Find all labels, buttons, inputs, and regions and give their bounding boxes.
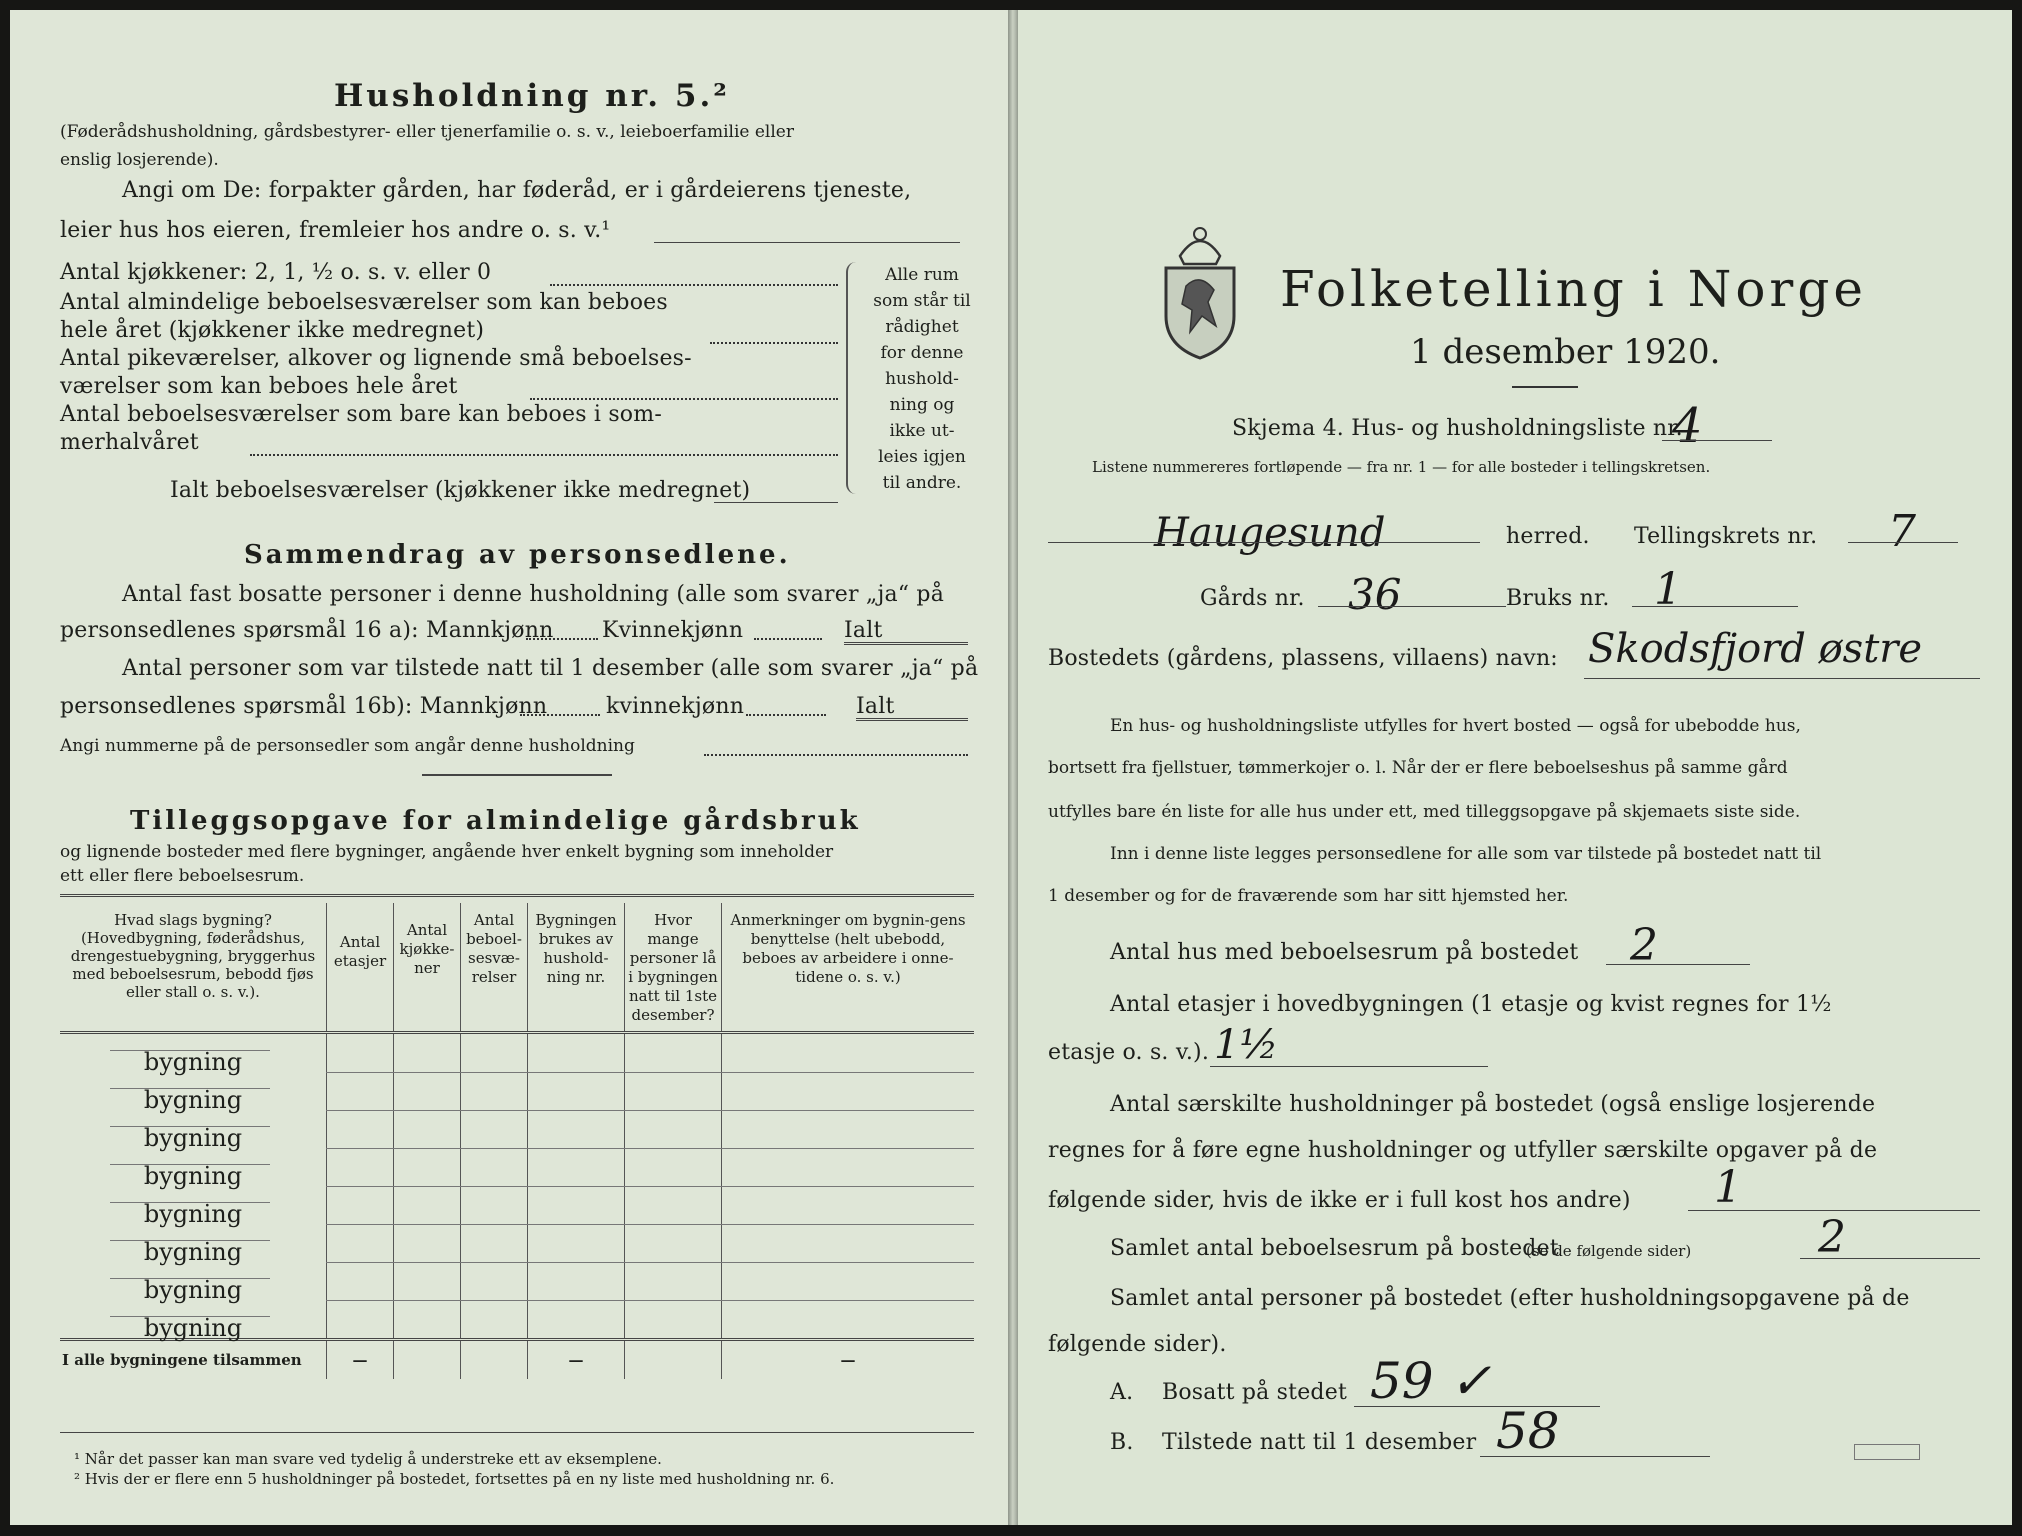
col-header-personer-text: Hvor mange personer lå i bygningen natt til 1ste desember? <box>628 911 718 1024</box>
building-cell[interactable] <box>327 1110 394 1148</box>
hus-label: Antal hus med beboelsesrum på bostedet <box>1110 940 1579 965</box>
rooms-brace <box>846 262 862 494</box>
left-page <box>10 10 1010 1525</box>
info-line-2: bortsett fra fjellstuer, tømmerkojer o. l. Når der er flere beboelseshus på samme gård <box>1048 758 1788 778</box>
rooms-note-line: for denne <box>880 343 964 363</box>
building-cell[interactable] <box>461 1300 528 1340</box>
building-cell[interactable] <box>394 1186 461 1224</box>
listene-note: Listene nummereres fortløpende — fra nr. 1 — for alle bosteder i tellingskretsen. <box>1092 458 1711 476</box>
rooms-note <box>862 262 982 496</box>
building-cell[interactable] <box>528 1110 625 1148</box>
printer-mark <box>1854 1444 1920 1460</box>
building-cell[interactable] <box>722 1148 975 1186</box>
col-header-brukes <box>528 903 625 1033</box>
samlet-rum-value[interactable]: 2 <box>1818 1212 1846 1263</box>
summary-fast-1: Antal fast bosatte personer i denne husholdning (alle som svarer „ja“ på <box>122 582 945 607</box>
rooms-note-line: rådighet <box>885 317 959 337</box>
summary-fast-2a: personsedlenes spørsmål 16 a): Mannkjønn <box>60 618 554 643</box>
rooms-ialt-field[interactable] <box>714 502 838 503</box>
building-cell[interactable] <box>461 1224 528 1262</box>
summary-angi-field[interactable] <box>704 754 968 756</box>
summary-fast-kvinne-field[interactable] <box>754 638 822 640</box>
col-header-etasjer <box>327 903 394 1033</box>
summary-tilst-ialt-field[interactable] <box>856 718 968 721</box>
household-title: Husholdning nr. 5.² <box>334 78 730 114</box>
building-cell[interactable] <box>327 1072 394 1110</box>
building-cell[interactable] <box>394 1300 461 1340</box>
info-line-5: 1 desember og for de fraværende som har sitt hjemsted her. <box>1048 886 1569 906</box>
building-word: bygning <box>143 1238 243 1266</box>
building-word: bygning <box>143 1314 243 1342</box>
buildings-table <box>60 903 974 1379</box>
rooms-pike-2: værelser som kan beboes hele året <box>60 374 458 399</box>
summary-tilst-2c: Ialt <box>856 694 895 719</box>
angi-answer-line[interactable] <box>654 242 960 243</box>
bosted-value[interactable]: Skodsfjord østre <box>1588 626 1923 672</box>
summary-tilst-2a: personsedlenes spørsmål 16b): Mannkjønn <box>60 694 548 719</box>
building-cell[interactable] <box>528 1300 625 1340</box>
section-divider <box>422 774 612 776</box>
building-cell[interactable] <box>327 1186 394 1224</box>
a-value[interactable]: 59 ✓ <box>1370 1352 1492 1410</box>
samlet-rum-label: Samlet antal beboelsesrum på bostedet <box>1110 1236 1559 1261</box>
husholdninger-line-1: Antal særskilte husholdninger på bostedet (også enslige losjerende <box>1110 1092 1876 1117</box>
building-cell[interactable] <box>625 1033 722 1073</box>
angi-line-2: leier hus hos eieren, fremleier hos andre o. s. v.¹ <box>60 218 611 243</box>
bosted-label: Bostedets (gårdens, plassens, villaens) navn: <box>1048 646 1558 671</box>
building-cell[interactable] <box>625 1224 722 1262</box>
building-cell[interactable] <box>625 1072 722 1110</box>
building-row-label[interactable] <box>60 1148 327 1190</box>
table-header-row <box>60 903 974 1033</box>
col-header-beboelses <box>461 903 528 1033</box>
skjema-field-line <box>1662 440 1772 441</box>
summary-tilst-mann-field[interactable] <box>520 714 600 716</box>
rooms-note-line: ning og <box>889 395 955 415</box>
col-header-kjokkener-text: Antal kjøkke-ner <box>399 921 455 977</box>
building-row-label[interactable] <box>60 1110 327 1152</box>
rooms-alm-1: Antal almindelige beboelsesværelser som kan beboes <box>60 290 668 315</box>
table-total-row <box>60 1340 974 1380</box>
gards-field-line <box>1318 606 1506 607</box>
building-cell[interactable] <box>461 1148 528 1186</box>
building-row <box>60 1110 974 1148</box>
building-row <box>60 1300 974 1340</box>
building-cell[interactable] <box>625 1300 722 1340</box>
total-anmerkninger: — <box>722 1340 975 1380</box>
building-cell[interactable] <box>528 1033 625 1073</box>
rooms-sommer-field[interactable] <box>250 454 838 456</box>
summary-fast-mann-field[interactable] <box>526 638 598 640</box>
building-cell[interactable] <box>394 1224 461 1262</box>
building-row-label[interactable] <box>60 1262 327 1304</box>
building-row-label[interactable] <box>60 1224 327 1266</box>
col-header-etasjer-text: Antal etasjer <box>333 933 387 970</box>
rooms-kjokken-field[interactable] <box>550 284 838 286</box>
b-text: Tilstede natt til 1 desember <box>1162 1430 1477 1455</box>
samlet-pers-line-1: Samlet antal personer på bostedet (efter husholdningsopgavene på de <box>1110 1286 1910 1311</box>
husholdninger-value[interactable]: 1 <box>1714 1162 1742 1213</box>
building-cell[interactable] <box>722 1110 975 1148</box>
col-header-type <box>60 903 327 1033</box>
building-cell[interactable] <box>625 1110 722 1148</box>
building-row <box>60 1262 974 1300</box>
building-cell[interactable] <box>461 1262 528 1300</box>
rooms-ialt: Ialt beboelsesværelser (kjøkkener ikke medregnet) <box>170 478 751 503</box>
building-row <box>60 1224 974 1262</box>
rooms-note-line: hushold- <box>885 369 959 389</box>
skjema-value[interactable]: 4 <box>1672 398 1703 454</box>
building-cell[interactable] <box>528 1262 625 1300</box>
addition-title: Tilleggsopgave for almindelige gårdsbruk <box>130 806 861 836</box>
angi-line-1: Angi om De: forpakter gården, har føderåd, er i gårdeierens tjeneste, <box>122 178 912 203</box>
building-cell[interactable] <box>461 1110 528 1148</box>
rooms-alm-2: hele året (kjøkkener ikke medregnet) <box>60 318 485 343</box>
bruks-field-line <box>1632 606 1798 607</box>
table-bottom-rule <box>60 1432 974 1433</box>
summary-tilst-1: Antal personer som var tilstede natt til 1 desember (alle som svarer „ja“ på <box>122 656 979 681</box>
summary-tilst-kvinne-field[interactable] <box>746 714 826 716</box>
samlet-rum-note: (se de følgende sider) <box>1526 1242 1692 1260</box>
rooms-note-line: til andre. <box>882 473 962 493</box>
etasjer-value[interactable]: 1½ <box>1214 1022 1279 1068</box>
building-cell[interactable] <box>625 1186 722 1224</box>
building-cell[interactable] <box>722 1300 975 1340</box>
building-cell[interactable] <box>394 1148 461 1186</box>
gards-label: Gårds nr. <box>1200 586 1305 611</box>
building-row <box>60 1033 974 1073</box>
total-brukes: — <box>528 1340 625 1380</box>
b-value[interactable]: 58 <box>1496 1402 1560 1460</box>
addition-desc-1: og lignende bosteder med flere bygninger, angående hver enkelt bygning som inneholder <box>60 842 834 862</box>
rooms-note-line: som står til <box>873 291 971 311</box>
summary-fast-2b: Kvinnekjønn <box>602 618 744 643</box>
building-cell[interactable] <box>461 1033 528 1073</box>
coat-of-arms-icon <box>1158 216 1242 366</box>
building-cell[interactable] <box>327 1148 394 1186</box>
buildings-table-body <box>60 1033 974 1340</box>
herred-label: herred. <box>1506 524 1590 549</box>
right-page <box>1018 10 2012 1525</box>
summary-tilst-2b: kvinnekjønn <box>606 694 745 719</box>
col-header-anmerkninger <box>722 903 975 1033</box>
footnote-1: ¹ Når det passer kan man svare ved tydelig å understreke ett av eksemplene. <box>74 1450 662 1468</box>
rooms-pike-field[interactable] <box>530 398 838 400</box>
etasjer-line-2: etasje o. s. v.). <box>1048 1040 1210 1065</box>
building-cell[interactable] <box>528 1148 625 1186</box>
summary-fast-2c: Ialt <box>844 618 883 643</box>
census-date: 1 desember 1920. <box>1410 332 1721 372</box>
samlet-rum-field-line <box>1800 1258 1980 1259</box>
footnote-2: ² Hvis der er flere enn 5 husholdninger på bostedet, fortsettes på en ny liste med husholdning nr. 6. <box>74 1470 835 1488</box>
building-cell[interactable] <box>722 1224 975 1262</box>
a-field-line <box>1354 1406 1600 1407</box>
total-beboelses <box>461 1340 528 1380</box>
title-divider <box>1512 386 1578 388</box>
building-cell[interactable] <box>528 1224 625 1262</box>
rooms-sommer-1: Antal beboelsesværelser som bare kan beboes i som- <box>60 402 662 427</box>
rooms-note-line: Alle rum <box>885 265 959 285</box>
building-word: bygning <box>143 1276 243 1304</box>
col-header-brukes-text: Bygningen brukes av hushold-ning nr. <box>535 911 617 986</box>
building-cell[interactable] <box>394 1262 461 1300</box>
building-word: bygning <box>143 1048 243 1076</box>
tellingskrets-label: Tellingskrets nr. <box>1634 524 1818 549</box>
col-header-type-text: Hvad slags bygning? (Hovedbygning, føderådshus, drengestuebygning, bryggerhus med beboelsesrum, bebodd fjøs eller stall o. s. v.). <box>70 911 316 1001</box>
husholdninger-line-2: regnes for å føre egne husholdninger og utfyller særskilte opgaver på de <box>1048 1138 1878 1163</box>
rooms-alm-field[interactable] <box>710 342 838 344</box>
addition-desc-2: ett eller flere beboelsesrum. <box>60 866 305 886</box>
col-header-anmerkninger-text: Anmerkninger om bygnin-gens benyttelse (helt ubebodd, beboes av arbeidere i onne-tidene o. s. v.) <box>730 911 966 986</box>
building-cell[interactable] <box>625 1148 722 1186</box>
building-word: bygning <box>143 1162 243 1190</box>
gards-value[interactable]: 36 <box>1348 570 1402 619</box>
rooms-pike-1: Antal pikeværelser, alkover og lignende små beboelses- <box>60 346 692 371</box>
building-cell[interactable] <box>327 1300 394 1340</box>
col-header-kjokkener <box>394 903 461 1033</box>
building-word: bygning <box>143 1124 243 1152</box>
intro-line-2: enslig losjerende). <box>60 150 219 170</box>
building-cell[interactable] <box>327 1262 394 1300</box>
building-cell[interactable] <box>394 1033 461 1073</box>
bruks-label: Bruks nr. <box>1506 586 1610 611</box>
building-cell[interactable] <box>722 1262 975 1300</box>
table-top-rule <box>60 894 974 897</box>
info-line-4: Inn i denne liste legges personsedlene for alle som var tilstede på bostedet natt til <box>1110 844 1822 864</box>
hus-value[interactable]: 2 <box>1630 920 1658 971</box>
intro-line-1: (Føderådshusholdning, gårdsbestyrer- eller tjenerfamilie o. s. v., leieboerfamilie eller <box>60 122 794 142</box>
b-field-line <box>1480 1456 1710 1457</box>
a-label: A. <box>1110 1380 1134 1405</box>
rooms-sommer-2: merhalvåret <box>60 430 199 455</box>
total-label: I alle bygningene tilsammen <box>60 1340 327 1380</box>
building-cell[interactable] <box>528 1186 625 1224</box>
census-title: Folketelling i Norge <box>1280 260 1867 318</box>
building-cell[interactable] <box>461 1072 528 1110</box>
bruks-value[interactable]: 1 <box>1654 564 1682 615</box>
col-header-beboelses-text: Antal beboel-sesvæ-relser <box>466 911 522 986</box>
building-row <box>60 1072 974 1110</box>
building-row-label[interactable] <box>60 1033 327 1076</box>
building-cell[interactable] <box>394 1110 461 1148</box>
building-word: bygning <box>143 1200 243 1228</box>
building-cell[interactable] <box>394 1072 461 1110</box>
etasjer-field-line <box>1210 1066 1488 1067</box>
summary-title: Sammendrag av personsedlene. <box>244 540 791 570</box>
building-row <box>60 1148 974 1186</box>
info-line-3: utfylles bare én liste for alle hus under ett, med tilleggsopgave på skjemaets siste side. <box>1048 802 1801 822</box>
building-row-label[interactable] <box>60 1300 327 1340</box>
husholdninger-field-line <box>1688 1210 1980 1211</box>
total-kjokkener <box>394 1340 461 1380</box>
tellingskrets-value[interactable]: 7 <box>1888 506 1916 557</box>
total-etasjer: — <box>327 1340 394 1380</box>
building-cell[interactable] <box>625 1262 722 1300</box>
building-word: bygning <box>143 1086 243 1114</box>
building-cell[interactable] <box>327 1224 394 1262</box>
skjema-label: Skjema 4. Hus- og husholdningsliste nr. <box>1232 416 1683 441</box>
b-label: B. <box>1110 1430 1134 1455</box>
building-cell[interactable] <box>722 1186 975 1224</box>
rooms-note-line: ikke ut- <box>889 421 955 441</box>
building-row <box>60 1186 974 1224</box>
hus-field-line <box>1606 964 1750 965</box>
building-row-label[interactable] <box>60 1072 327 1114</box>
tellingskrets-field-line <box>1848 542 1958 543</box>
etasjer-line-1: Antal etasjer i hovedbygningen (1 etasje og kvist regnes for 1½ <box>1110 992 1832 1017</box>
col-header-personer <box>625 903 722 1033</box>
herred-value[interactable]: Haugesund <box>1154 510 1386 556</box>
a-text: Bosatt på stedet <box>1162 1380 1347 1405</box>
building-row-label[interactable] <box>60 1186 327 1228</box>
building-cell[interactable] <box>722 1033 975 1073</box>
info-line-1: En hus- og husholdningsliste utfylles for hvert bosted — også for ubebodde hus, <box>1110 716 1801 736</box>
husholdninger-line-3: følgende sider, hvis de ikke er i full kost hos andre) <box>1048 1188 1631 1213</box>
rooms-note-line: leies igjen <box>878 447 966 467</box>
total-personer <box>625 1340 722 1380</box>
rooms-kjokken: Antal kjøkkener: 2, 1, ½ o. s. v. eller 0 <box>60 260 492 285</box>
summary-fast-ialt-field[interactable] <box>844 642 968 645</box>
bosted-field-line <box>1584 678 1980 679</box>
building-cell[interactable] <box>528 1072 625 1110</box>
building-cell[interactable] <box>327 1033 394 1073</box>
building-cell[interactable] <box>722 1072 975 1110</box>
herred-field-line <box>1048 542 1480 543</box>
building-cell[interactable] <box>461 1186 528 1224</box>
samlet-pers-line-2: følgende sider). <box>1048 1332 1227 1357</box>
summary-angi: Angi nummerne på de personsedler som angår denne husholdning <box>60 736 635 756</box>
